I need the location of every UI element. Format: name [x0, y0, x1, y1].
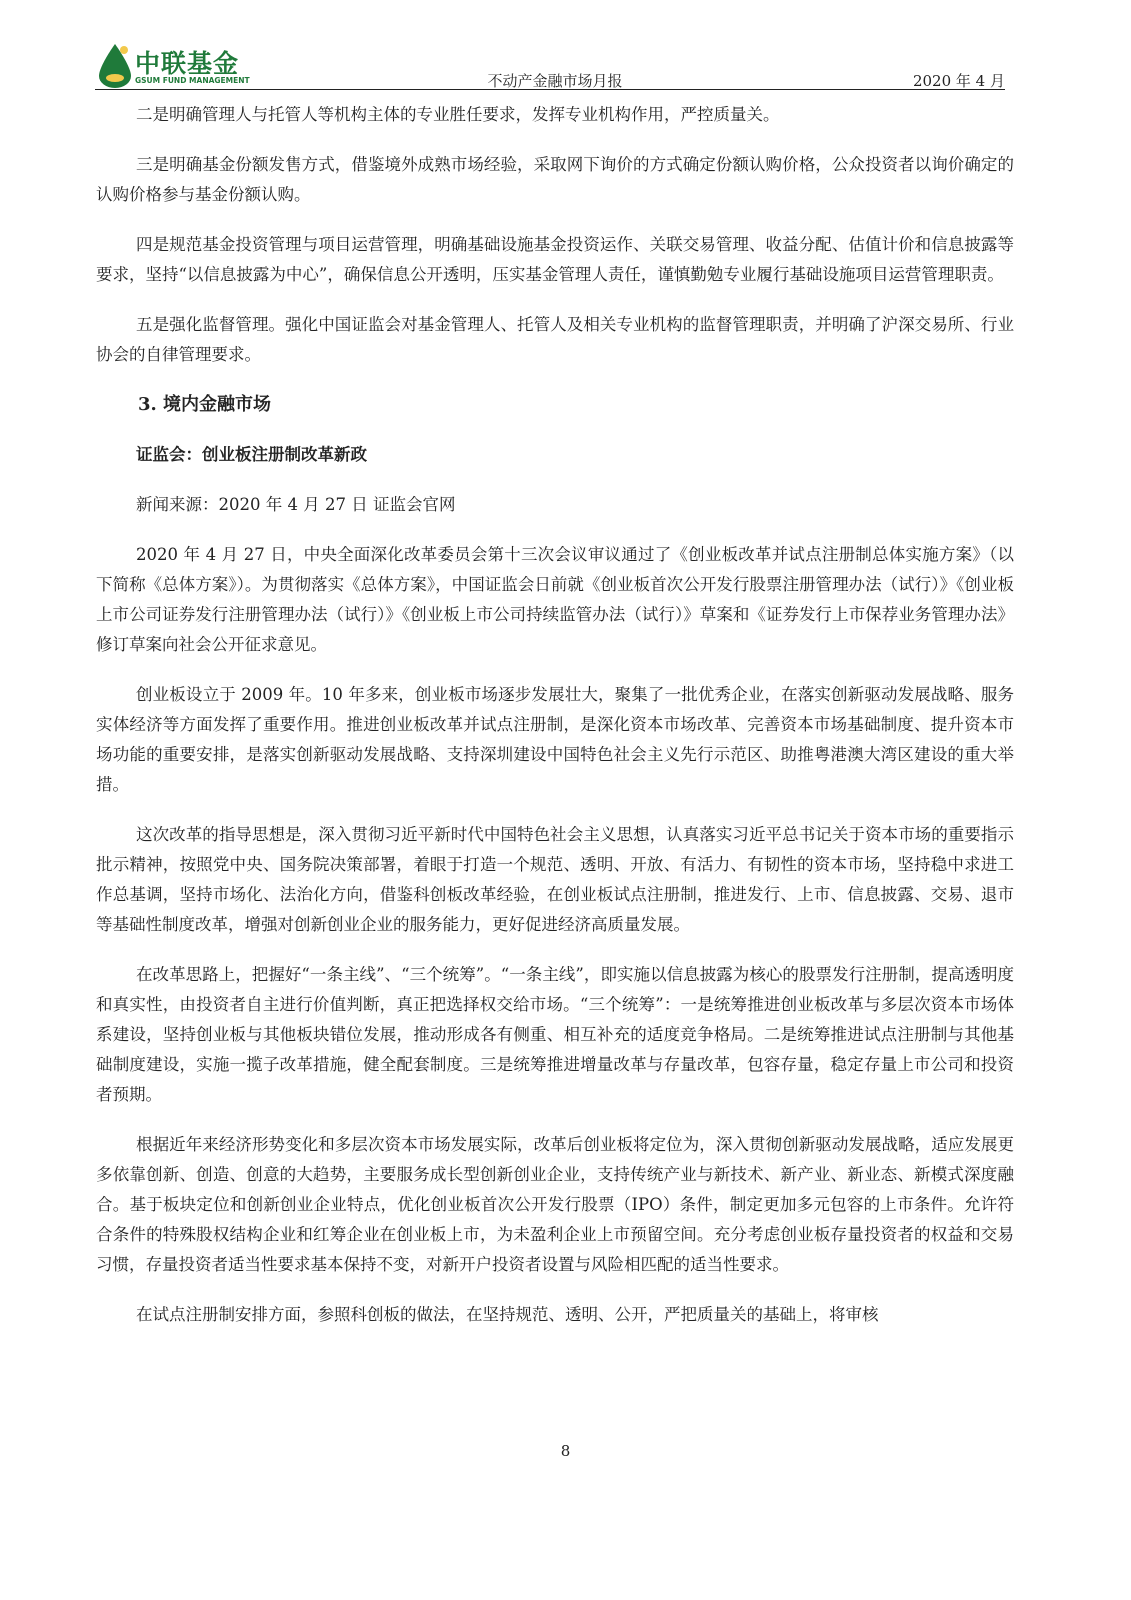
paragraph: 根据近年来经济形势变化和多层次资本市场发展实际，改革后创业板将定位为，深入贯彻创新驱动发展战略，适应发展更多依靠创新、创造、创意的大趋势，主要服务成长型创新创业企业，支持传统产业与新技术、新产业、新业态、新模式深度融合。基于板块定位和创新创业企业特点，优化创业板首次公开发行股票（IPO）条件，制定更加多元包容的上市条件。允许符合条件的特殊股权结构企业和红筹企业在创业板上市，为未盈利企业上市预留空间。充分考虑创业板存量投资者的权益和交易习惯，存量投资者适当性要求基本保持不变，对新开户投资者设置与风险相匹配的适当性要求。: [96, 1135, 1014, 1274]
paragraph: 在试点注册制安排方面，参照科创板的做法，在坚持规范、透明、公开，严把质量关的基础上，将审核: [136, 1305, 879, 1324]
section-heading: 3. 境内金融市场: [138, 394, 272, 415]
article-heading: 证监会：创业板注册制改革新政: [136, 445, 367, 464]
header-divider: [95, 89, 1005, 90]
company-logo: [95, 40, 255, 90]
paragraph: 五是强化监督管理。强化中国证监会对基金管理人、托管人及相关专业机构的监督管理职责，并明确了沪深交易所、行业协会的自律管理要求。: [96, 315, 1014, 364]
logo-chinese-name: 中联基金: [135, 49, 240, 78]
paragraph: 2020 年 4 月 27 日，中央全面深化改革委员会第十三次会议审议通过了《创业板改革并试点注册制总体实施方案》（以下简称《总体方案》）。为贯彻落实《总体方案》，中国证监会日前就《创业板首次公开发行股票注册管理办法（试行）》《创业板上市公司证券发行注册管理办法（试行）》《创业板上市公司持续监管办法（试行）》草案和《证券发行上市保荐业务管理办法》修订草案向社会公开征求意见。: [96, 545, 1014, 654]
paragraph: 二是明确管理人与托管人等机构主体的专业胜任要求，发挥专业机构作用，严控质量关。: [136, 105, 780, 124]
paragraph: 在改革思路上，把握好“一条主线”、“三个统筹”。“一条主线”，即实施以信息披露为核心的股票发行注册制，提高透明度和真实性，由投资者自主进行价值判断，真正把选择权交给市场。“三个统筹”：一是统筹推进创业板改革与多层次资本市场体系建设，坚持创业板与其他板块错位发展，推动形成各有侧重、相互补充的适度竞争格局。二是统筹推进试点注册制与其他基础制度建设，实施一揽子改革措施，健全配套制度。三是统筹推进增量改革与存量改革，包容存量，稳定存量上市公司和投资者预期。: [96, 965, 1014, 1104]
news-source: 新闻来源：2020 年 4 月 27 日 证监会官网: [136, 495, 456, 514]
paragraph: 三是明确基金份额发售方式，借鉴境外成熟市场经验，采取网下询价的方式确定份额认购价格，公众投资者以询价确定的认购价格参与基金份额认购。: [96, 155, 1014, 204]
report-title: 不动产金融市场月报: [487, 72, 623, 90]
page-header: [95, 40, 1015, 96]
document-body: [96, 100, 1014, 1330]
paragraph: 这次改革的指导思想是，深入贯彻习近平新时代中国特色社会主义思想，认真落实习近平总书记关于资本市场的重要指示批示精神，按照党中央、国务院决策部署，着眼于打造一个规范、透明、开放、有活力、有韧性的资本市场，坚持稳中求进工作总基调，坚持市场化、法治化方向，借鉴科创板改革经验，在创业板试点注册制，推进发行、上市、信息披露、交易、退市等基础性制度改革，增强对创新创业企业的服务能力，更好促进经济高质量发展。: [96, 825, 1014, 934]
page-number: 8: [560, 1442, 571, 1460]
report-date: 2020 年 4 月: [912, 72, 1005, 90]
logo-drop-icon: [95, 40, 135, 90]
logo-english-name: GSUM FUND MANAGEMENT: [135, 76, 250, 85]
paragraph: 四是规范基金投资管理与项目运营管理，明确基础设施基金投资运作、关联交易管理、收益分配、估值计价和信息披露等要求，坚持“以信息披露为中心”，确保信息公开透明，压实基金管理人责任，谨慎勤勉专业履行基础设施项目运营管理职责。: [96, 235, 1014, 284]
paragraph: 创业板设立于 2009 年。10 年多来，创业板市场逐步发展壮大，聚集了一批优秀企业，在落实创新驱动发展战略、服务实体经济等方面发挥了重要作用。推进创业板改革并试点注册制，是深化资本市场改革、完善资本市场基础制度、提升资本市场功能的重要安排，是落实创新驱动发展战略、支持深圳建设中国特色社会主义先行示范区、助推粤港澳大湾区建设的重大举措。: [96, 685, 1014, 794]
